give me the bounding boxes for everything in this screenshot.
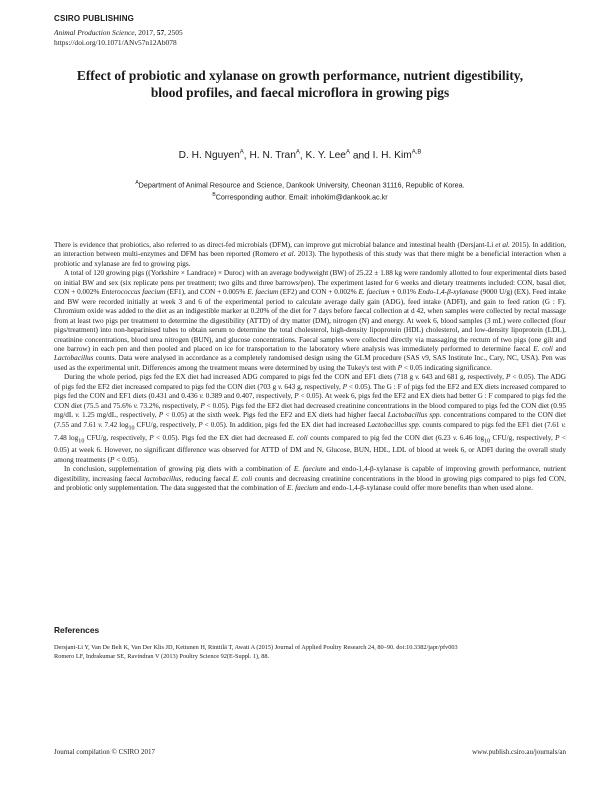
page-number: , 2505 bbox=[164, 28, 183, 37]
references-list bbox=[54, 643, 566, 661]
publisher-name: CSIRO PUBLISHING bbox=[54, 14, 135, 23]
citation-line bbox=[54, 28, 183, 38]
author-list: D. H. Nguyen$^A$, H. N. Tran$^A$, K. Y. Lee$^A$ and I. H. Kim$^{A,B}$ bbox=[178, 150, 422, 162]
paragraph-methods: A total of 120 growing pigs ((Yorkshire × Landrace) × Duroc) with an average bodyweight (BW) of 25.22 ± 1.88 kg were randomly allotted to four experimental diets based on initial BW and sex (six replicate pens per treatment; two gilts and three barrows/pen). The experiment lasted for 6 weeks and dietary treatments included: CON, basal diet, CON + 0.002% Enterococcus faecium (EF1), and CON + 0.005% E. faecium (EF2) and CON + 0.002% E. faecium + 0.01% Endo-1,4-β-xylanase (9000 U/g) (EX). Feed intake and BW were recorded initially at week 3 and 6 of the experimental period to calculate average daily gain (ADG), feed intake (ADFI), and gain to feed ration (G : F). Chromium oxide was added to the diet as an indigestible marker at 0.20% of the diet for 7 days before faecal collection at d 42, when samples were collected by rectal massage from at least two pigs per treatment to determine the digestibility (ATTD) of dry matter (DM), nitrogen (N) and energy. At week 6, blood samples (3 mL) were collected (four pigs/treatment) into non-heparinised tubes to obtain serum to determine the total cholesterol, high-density lipoprotein (HDL) cholesterol, and low-density lipoprotein (LDL), creatinine concentrations, blood urea nitrogen (BUN), and glucose concentrations. Faecal samples were collected directly via massaging the rectum of two pigs (one gilt and one barrow) in each pen and then pooled and placed on ice for transportation to the laboratory where analysis was immediately performed to determine faecal E. coli and Lactobacillus counts. Data were analysed in accordance as a completely randomised design using the GLM procedure (SAS v9, SAS Institute Inc., Cary, NC, USA). Pen was used as the experimental unit. Differences among the treatment means were determined by using the Tukey's test with P < 0.05 indicating significance. bbox=[54, 269, 567, 372]
citation-year: , 2017, bbox=[134, 28, 157, 37]
footer-copyright: Journal compilation © CSIRO 2017 bbox=[54, 748, 155, 756]
affiliation-b: $^B$Corresponding author. Email: inhokim@dankook.ac.kr bbox=[212, 192, 388, 202]
affiliations bbox=[0, 178, 600, 203]
reference-item: Dersjant-Li Y, Van De Belt K, Van Der Klis JD, Kettunen H, Rinttilä T, Awati A (2015) Journal of Applied Poultry Research 24, 80–90. doi:10.3382/japr/pfv003 bbox=[54, 644, 458, 651]
references-heading: References bbox=[54, 625, 100, 635]
author: D. H. Nguyen$^A$ bbox=[178, 150, 244, 162]
volume-number: 57 bbox=[156, 28, 165, 37]
paragraph-conclusion: In conclusion, supplementation of growing pig diets with a combination of E. faecium and endo-1,4-β-xylanase is capable of improving growth performance, nutrient digestibility, increasing faecal lactobacillus, reducing faecal E. coli counts and decreasing creatinine concentrations in the blood in growing pigs compared to pigs fed CON, and probiotic only supplementation. The data suggested that the combination of E. faecium and endo-1,4-β-xylanase could offer more benefits than when used alone. bbox=[54, 465, 566, 493]
author: K. Y. Lee$^A$ bbox=[305, 150, 350, 162]
journal-name: Animal Production Science bbox=[54, 28, 135, 37]
author: I. H. Kim$^{A,B}$ bbox=[372, 150, 422, 162]
paragraph-results: During the whole period, pigs fed the EX diet had increased ADG compared to pigs fed the CON and EF1 diets (718 g v. 643 and 681 g, respectively, P < 0.05). The ADG of pigs fed the EF2 diet increased compared to pigs fed the CON diet (703 g v. 643 g, respectively, P < 0.05). The G : F of pigs fed the EF2 and EX diets increased compared to pigs fed the CON and EF1 diets (0.431 and 0.436 v. 0.389 and 0.407, respectively, P < 0.05). At week 6, pigs fed the EF2 and EX diets had better G : F compared to pigs fed the CON diet (75.5 and 75.6% v. 73.2%, respectively, P < 0.05). Pigs fed the EF2 diet had decreased creatinine concentrations in the blood compared to pigs fed the CON diet (0.95 mg/dL v. 1.25 mg/dL, respectively, P < 0.05) at the sixth week. Pigs fed the EF2 and EX diets had higher faecal Lactobacillus spp. concentrations compared to the CON diet (7.55 and 7.61 v. 7.42 $\log_{10} CFU/g$, respectively, P < 0.05). In addition, pigs fed the EX diet had increased Lactobacillus spp. counts compared to pigs fed the EF1 diet (7.61 v. 7.48 $\log_{10} CFU/g$, respectively, P < 0.05). Pigs fed the EX diet had decreased E. coli counts compared to pig fed the CON diet (6.23 v. 6.46 $\log_{10} CFU/g$, respectively, P < 0.05) at week 6. However, no significant difference was observed for ATTD of DM and N, Glucose, BUN, HDL, LDL of blood at week 6, or ADFI during the overall study among treatments (P < 0.05). bbox=[54, 373, 567, 464]
affiliation-a: $^A$Department of Animal Resource and Science, Dankook University, Cheonan 31116, Republic of Korea. bbox=[135, 180, 465, 190]
article-title: Effect of probiotic and xylanase on growth performance, nutrient digestibility, blood profiles, and faecal microflora in growing pigs bbox=[76, 68, 524, 100]
footer-url[interactable]: www.publish.csiro.au/journals/an bbox=[472, 748, 566, 756]
doi-link[interactable]: https://doi.org/10.1071/ANv57n12Ab078 bbox=[54, 38, 177, 47]
paragraph-intro: There is evidence that probiotics, also referred to as direct-fed microbials (DFM), can improve gut microbial balance and intestinal health (Dersjant-Li et al. 2015). In addition, an interaction between multi-enzymes and DFM has been reported (Romero et al. 2013). The hypothesis of this study was that there might be a beneficial interaction when a probiotic and xylanase are fed to growing pigs. bbox=[54, 241, 567, 268]
citation-block bbox=[54, 28, 183, 48]
abstract-body bbox=[54, 241, 566, 494]
reference-item: Romero LF, Indrakumar SE, Ravindran V (2013) Poultry Science 92(E-Suppl. 1), 88. bbox=[54, 653, 270, 660]
author: H. N. Tran$^A$ bbox=[249, 150, 300, 162]
